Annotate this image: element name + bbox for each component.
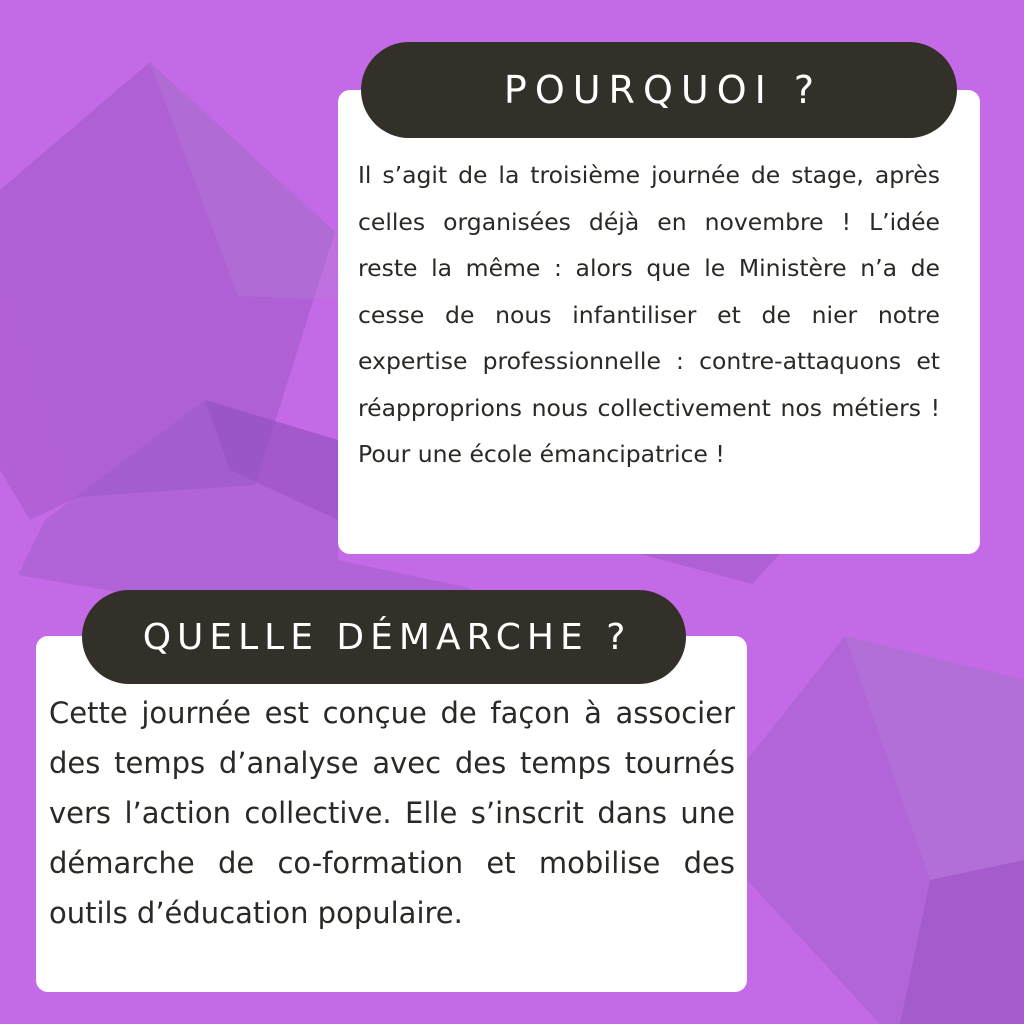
demarche-body-text: Cette journée est conçue de façon à associer des temps d’analyse avec des temps tournés vers l’action collective. Elle s’inscrit dans une démarche de co-formation et mobilise des outils d’éducation populaire.	[49, 696, 735, 930]
pourquoi-body-text: Il s’agit de la troisième journée de stage, après celles organisées déjà en novembre ! L’idée reste la même : alors que le Ministère n’a de cesse de nous infantiliser et de nier notre expertise professionnelle : contre-attaquons et réapproprions nous collectivement nos métiers ! Pour une école émancipatrice !	[358, 161, 940, 468]
cube-face	[640, 554, 780, 584]
pourquoi-heading: POURQUOI ?	[361, 42, 957, 138]
demarche-heading: QUELLE DÉMARCHE ?	[82, 590, 686, 684]
